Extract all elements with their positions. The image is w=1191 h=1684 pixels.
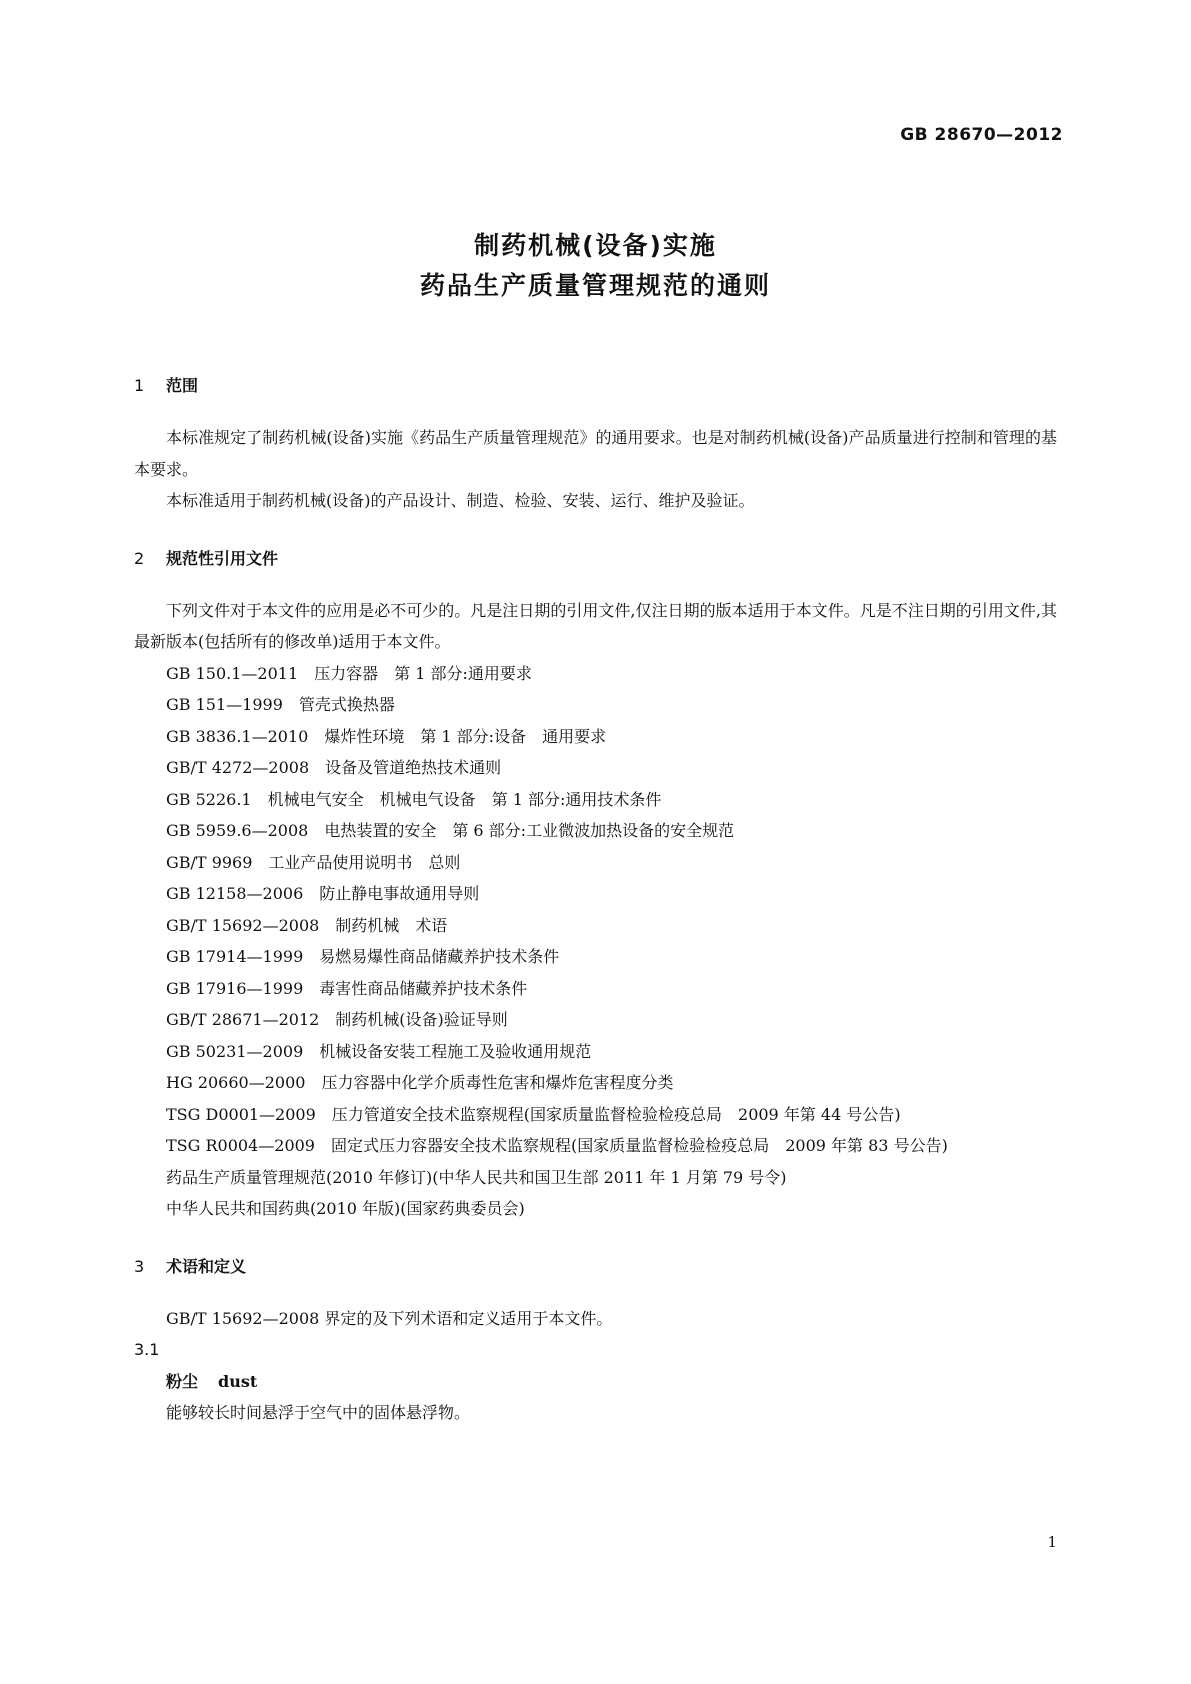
title-line-2: 药品生产质量管理规范的通则: [419, 271, 771, 300]
section-2-number: 2: [134, 548, 145, 568]
reference-item: GB 5226.1 机械电气安全 机械电气设备 第 1 部分:通用技术条件: [166, 789, 662, 809]
section-1-paragraph: 本标准规定了制药机械(设备)实施《药品生产质量管理规范》的通用要求。也是对制药机械(设备)产品质量进行控制和管理的基本要求。: [134, 428, 1057, 479]
title-line-1: 制药机械(设备)实施: [474, 231, 717, 260]
reference-item: GB 50231—2009 机械设备安装工程施工及验收通用规范: [166, 1041, 592, 1061]
reference-item: GB 17914—1999 易燃易爆性商品储藏养护技术条件: [166, 947, 560, 966]
reference-item: GB 5959.6—2008 电热装置的安全 第 6 部分:工业微波加热设备的安全规范: [166, 821, 735, 840]
section-2-title: 规范性引用文件: [166, 548, 279, 568]
reference-item: TSG D0001—2009 压力管道安全技术监察规程(国家质量监督检验检疫总局 2009 年第 44 号公告): [166, 1104, 901, 1124]
section-1-title: 范围: [166, 376, 199, 395]
reference-item: GB 150.1—2011 压力容器 第 1 部分:通用要求: [166, 663, 532, 683]
page-number: 1: [1047, 1533, 1057, 1551]
reference-item: GB/T 9969 工业产品使用说明书 总则: [166, 852, 461, 872]
section-2-heading: [134, 545, 1057, 573]
term-number: 3.1: [134, 1340, 160, 1359]
section-1-heading: [134, 372, 1057, 400]
document-body: [134, 372, 1057, 1429]
reference-item: HG 20660—2000 压力容器中化学介质毒性危害和爆炸危害程度分类: [166, 1073, 674, 1092]
section-2-intro: 下列文件对于本文件的应用是必不可少的。凡是注日期的引用文件,仅注日期的版本适用于本文件。凡是不注日期的引用文件,其最新版本(包括所有的修改单)适用于本文件。: [134, 600, 1057, 651]
section-3-heading: [134, 1253, 1057, 1281]
term-name: [134, 1366, 1057, 1398]
reference-item: GB 12158—2006 防止静电事故通用导则: [166, 884, 480, 903]
reference-item: GB/T 28671—2012 制药机械(设备)验证导则: [166, 1010, 508, 1029]
reference-item: GB 17916—1999 毒害性商品储藏养护技术条件: [166, 978, 528, 998]
reference-item: GB 3836.1—2010 爆炸性环境 第 1 部分:设备 通用要求: [166, 726, 607, 746]
reference-item: GB 151—1999 管壳式换热器: [166, 695, 395, 714]
term-name-en: dust: [218, 1371, 258, 1391]
reference-item: GB/T 4272—2008 设备及管道绝热技术通则: [166, 758, 502, 777]
document-title: [0, 226, 1191, 306]
term-definition: 能够较长时间悬浮于空气中的固体悬浮物。: [166, 1403, 471, 1422]
reference-item: GB/T 15692—2008 制药机械 术语: [166, 915, 448, 935]
reference-item: 药品生产质量管理规范(2010 年修订)(中华人民共和国卫生部 2011 年 1 月第 79 号令): [166, 1167, 787, 1187]
section-3-intro: GB/T 15692—2008 界定的及下列术语和定义适用于本文件。: [166, 1308, 613, 1328]
section-1-paragraph: 本标准适用于制药机械(设备)的产品设计、制造、检验、安装、运行、维护及验证。: [166, 491, 755, 510]
section-1-number: 1: [134, 376, 145, 395]
reference-item: 中华人民共和国药典(2010 年版)(国家药典委员会): [166, 1199, 525, 1218]
term-name-zh: 粉尘: [166, 1371, 199, 1391]
standard-code: GB 28670—2012: [900, 125, 1063, 145]
section-3-number: 3: [134, 1256, 145, 1276]
reference-item: TSG R0004—2009 固定式压力容器安全技术监察规程(国家质量监督检验检疫总局 2009 年第 83 号公告): [166, 1136, 948, 1155]
section-3-title: 术语和定义: [166, 1256, 247, 1276]
